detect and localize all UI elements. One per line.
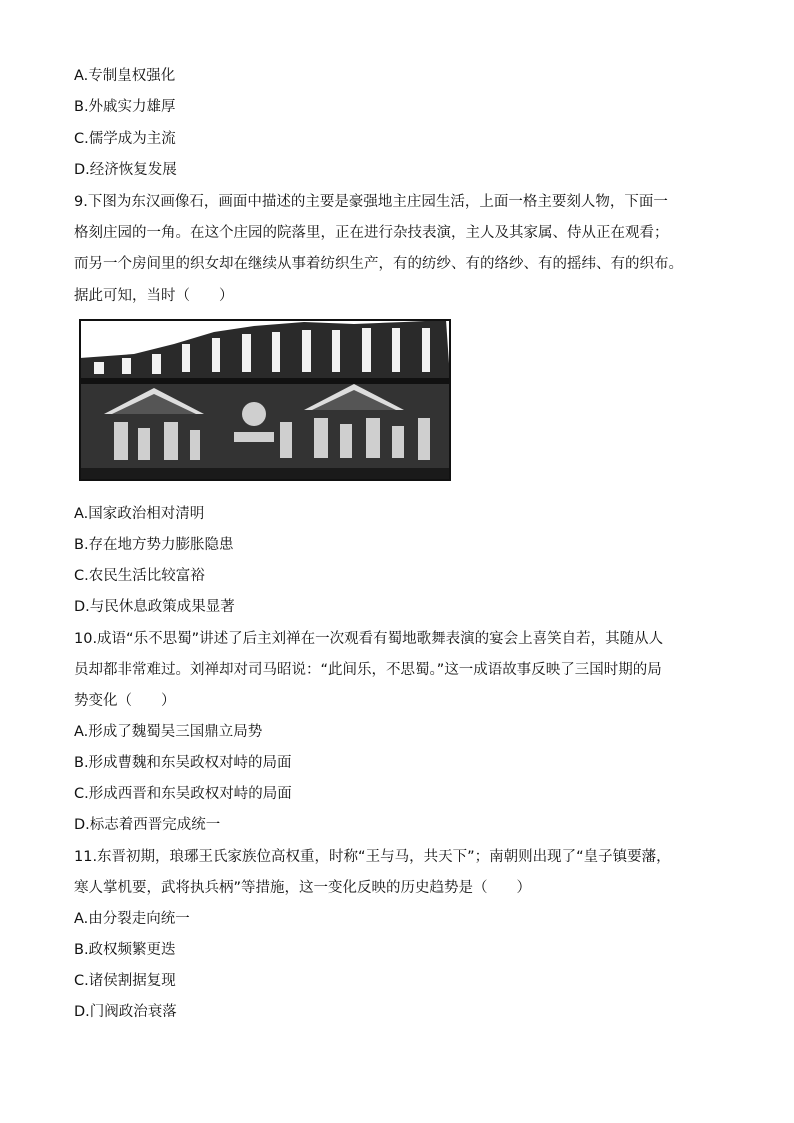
q8-option-b[interactable]: B.外戚实力雄厚 <box>74 99 176 115</box>
q11-option-b[interactable]: B.政权频繁更迭 <box>74 942 176 958</box>
q11-stem-line-1: 11.东晋初期，琅琊王氏家族位高权重，时称“王与马，共天下”；南朝则出现了“皇子镇要藩， <box>74 849 671 865</box>
q9-option-a[interactable]: A.国家政治相对清明 <box>74 506 205 522</box>
q8-option-a[interactable]: A.专制皇权强化 <box>74 68 176 84</box>
q10-option-d[interactable]: D.标志着西晋完成统一 <box>74 817 221 833</box>
han-stone-relief-rubbing-icon <box>74 318 454 488</box>
han-stone-relief-image <box>74 318 454 488</box>
q11-option-c[interactable]: C.诸侯割据复现 <box>74 973 176 989</box>
q9-option-c[interactable]: C.农民生活比较富裕 <box>74 568 205 584</box>
q9-stem-line-3: 而另一个房间里的织女却在继续从事着纺织生产，有的纺纱、有的络纱、有的摇纬、有的织布。 <box>74 256 683 272</box>
q11-option-d[interactable]: D.门阀政治衰落 <box>74 1004 177 1020</box>
q11-option-a[interactable]: A.由分裂走向统一 <box>74 911 190 927</box>
q10-stem-line-2: 员却都非常难过。刘禅却对司马昭说：“此间乐，不思蜀。”这一成语故事反映了三国时期的局 <box>74 662 662 678</box>
q11-stem-line-2: 寒人掌机要，武将执兵柄”等措施，这一变化反映的历史趋势是（ ） <box>74 880 532 896</box>
q8-option-c[interactable]: C.儒学成为主流 <box>74 131 176 147</box>
q9-stem-line-1: 9.下图为东汉画像石，画面中描述的主要是豪强地主庄园生活，上面一格主要刻人物，下面一 <box>74 194 668 210</box>
q8-option-d[interactable]: D.经济恢复发展 <box>74 162 177 178</box>
q10-option-b[interactable]: B.形成曹魏和东吴政权对峙的局面 <box>74 755 292 771</box>
q9-stem-line-2: 格刻庄园的一角。在这个庄园的院落里，正在进行杂技表演，主人及其家属、侍从正在观看； <box>74 225 669 241</box>
q10-stem-line-3: 势变化（ ） <box>74 693 176 709</box>
q10-stem-line-1: 10.成语“乐不思蜀”讲述了后主刘禅在一次观看有蜀地歌舞表演的宴会上喜笑自若，其随从人 <box>74 631 664 647</box>
q10-option-c[interactable]: C.形成西晋和东吴政权对峙的局面 <box>74 786 292 802</box>
q9-option-d[interactable]: D.与民休息政策成果显著 <box>74 599 235 615</box>
q9-stem-line-4: 据此可知，当时（ ） <box>74 288 234 304</box>
q9-option-b[interactable]: B.存在地方势力膨胀隐患 <box>74 537 234 553</box>
q10-option-a[interactable]: A.形成了魏蜀吴三国鼎立局势 <box>74 724 263 740</box>
